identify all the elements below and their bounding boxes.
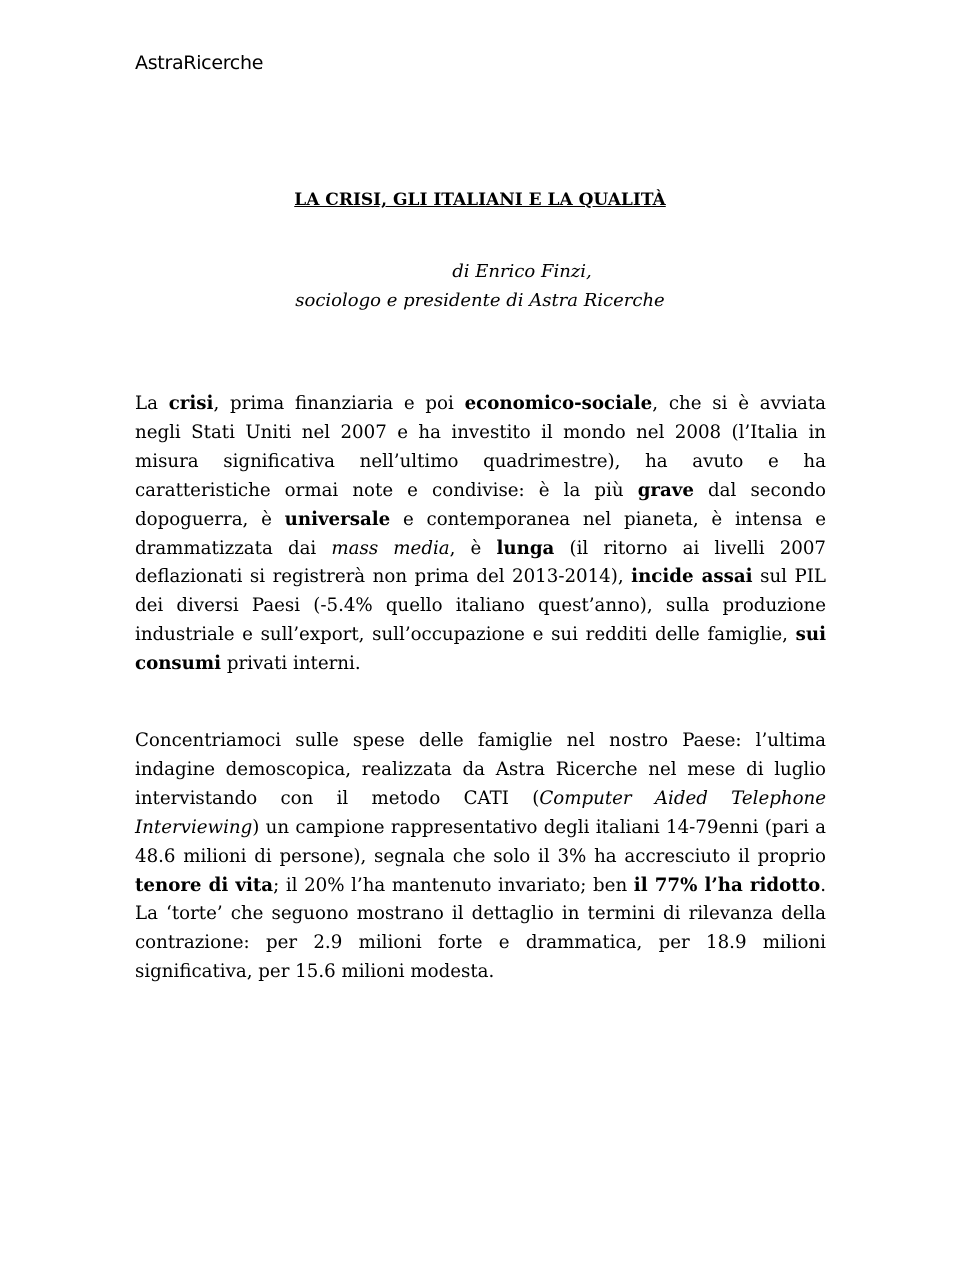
text-run: , è [449,537,497,559]
emphasis-universale: universale [284,508,391,530]
emphasis-grave: grave [637,479,694,501]
byline-author: di Enrico Finzi, [452,261,592,282]
emphasis-incide-assai: incide assai [631,566,753,588]
text-run: ; il 20% l’ha mantenuto invariato; ben [273,874,634,896]
text-run: ) un campione rappresentativo degli italiani 14-79enni (pari a 48.6 milioni di persone), segnala che solo il 3% ha accresciuto il proprio [135,816,826,867]
emphasis-lunga: lunga [496,537,555,559]
text-run: Concentriamoci sulle spese delle famiglie nel nostro Paese: l’ultima indagine demoscopica, realizzata da Astra Ricerche nel mese di luglio intervistando con il metodo CATI ( [135,730,826,809]
text-run: e contemporanea nel pianeta, è intensa e drammatizzata dai [135,508,826,559]
body-paragraph-1 [135,390,826,679]
emphasis-sui-consumi: sui consumi [135,624,826,675]
brand-logo-text: AstraRicerche [135,52,264,74]
text-run: privati interni. [221,653,361,675]
emphasis-crisi: crisi [168,393,214,414]
text-run: (il ritorno ai livelli 2007 deflazionati si registrerà non prima del 2013-2014), [135,537,826,588]
emphasis-77-percent: il 77% l’ha ridotto [633,874,821,896]
text-run: , che si è avviata negli Stati Uniti nel 2007 e ha investito il mondo nel 2008 (l’Italia in misura significativa nell’ultimo quadrimestre), ha avuto e ha caratteristiche ormai note e condivise: è la più [135,393,826,501]
emphasis-tenore-di-vita: tenore di vita [135,874,274,896]
text-run: sul PIL dei diversi Paesi (-5.4% quello italiano quest’anno), sulla produzione industriale e sull’export, sull’occupazione e sui redditi delle famiglie, [135,566,826,646]
body-paragraph-2 [135,727,826,987]
text-run: La [135,393,169,414]
byline [0,257,960,315]
text-run: . La ‘torte’ che seguono mostrano il dettaglio in termini di rilevanza della contrazione: per 2.9 milioni forte e drammatica, per 18.9 milioni significativa, per 15.6 milioni modesta. [135,874,826,983]
italic-mass-media: mass media [331,537,450,559]
text-run: dal secondo dopoguerra, è [135,479,826,530]
text-run: , prima finanziaria e poi [213,393,465,414]
byline-role: sociologo e presidente di Astra Ricerche [295,290,665,311]
article-title: LA CRISI, GLI ITALIANI E LA QUALITÀ [294,190,666,210]
italic-cati-expansion: Computer Aided Telephone Interviewing [135,787,827,838]
emphasis-economico-sociale: economico-sociale [464,393,653,414]
